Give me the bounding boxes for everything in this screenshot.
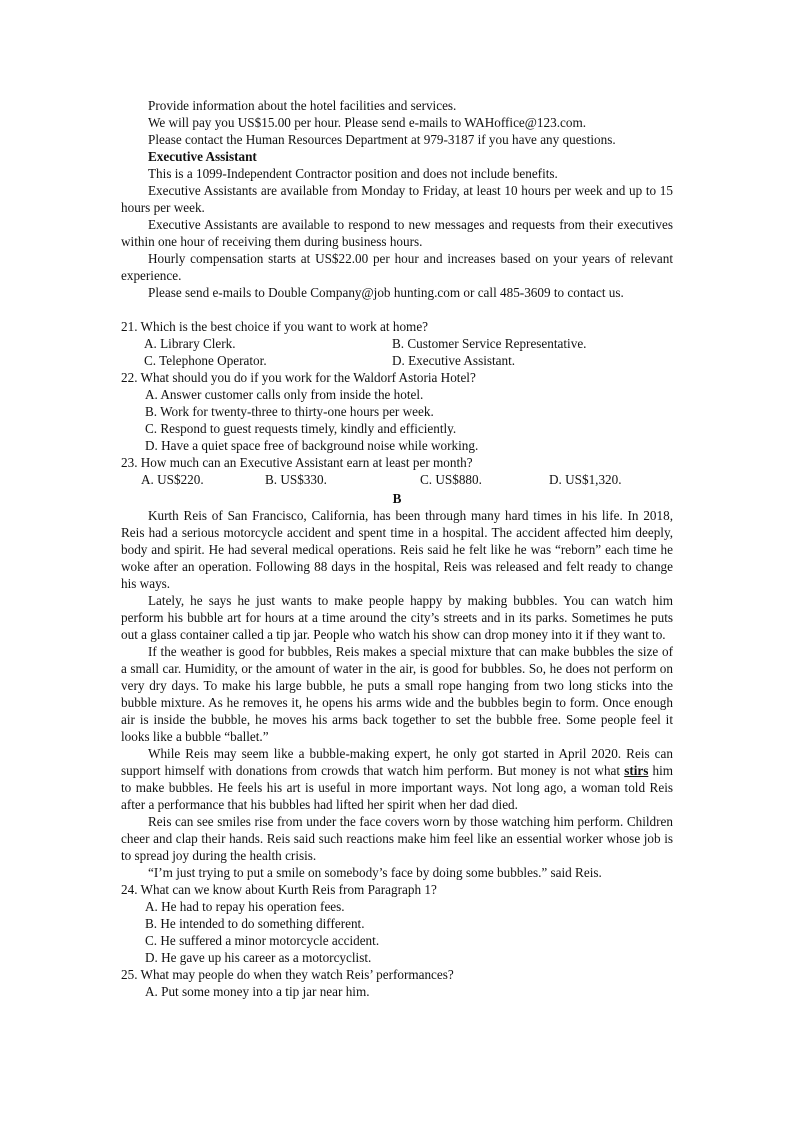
job-paragraph: This is a 1099-Independent Contractor position and does not include benefits. [148,166,558,181]
option: B. Work for twenty-three to thirty-one hours per week. [145,404,434,419]
option: C. Respond to guest requests timely, kindly and efficiently. [145,421,457,436]
passage-b-paragraph: Reis can see smiles rise from under the face covers worn by those watching him perform. Children cheer and clap their hands. Reis said such reactions make him feel like an essential worker whose job is to spread joy during the health crisis. [121,814,673,863]
passage-a-line: Provide information about the hotel facilities and services. [148,98,457,113]
option: A. He had to repay his operation fees. [145,899,345,914]
question-stem: 23. How much can an Executive Assistant earn at least per month? [121,455,473,470]
passage-b-paragraph: If the weather is good for bubbles, Reis makes a special mixture that can make bubbles the size of a small car. Humidity, or the amount of water in the air, is good for bubbles. So, he does not perform on very dry days. To make his large bubble, he puts a small rope hanging from two long sticks into the bubble mixture. As he removes it, he opens his arms wide and the bubbles begin to form. Once enough air is inside the bubble, he moves his arms back together to set the bubble free. Some people feel it looks like a bubble “ballet.” [121,644,673,744]
paragraph-text: him to make bubbles. He feels his art is useful in more important ways. Not long ago, a woman told Reis after a performance that his bubbles had lifted her spirit when her dad died. [121,763,674,812]
question-stem: 21. Which is the best choice if you want to work at home? [121,319,429,334]
option: D. Executive Assistant. [392,353,516,368]
option: B. He intended to do something different. [145,916,365,931]
option: D. Have a quiet space free of background noise while working. [145,438,479,453]
option: C. US$880. [420,472,482,487]
passage-b-label: B [392,491,402,506]
option: C. Telephone Operator. [144,353,267,368]
option: D. He gave up his career as a motorcyclist. [145,950,372,965]
paragraph-text: While Reis may seem like a bubble-making expert, he only got started in April 2020. Reis can support himself with donations from crowds that watch him perform. But money is not what [121,746,673,778]
keyword-stirs: stirs [624,763,649,778]
question-stem: 25. What may people do when they watch Reis’ performances? [121,967,454,982]
passage-b-paragraph [121,745,673,813]
option-row [144,352,673,369]
passage-b-paragraph: Lately, he says he just wants to make people happy by making bubbles. You can watch him perform his bubble art for hours at a time around the city’s streets and in its parks. Sometimes he puts out a glass container called a tip jar. People who watch his show can drop money into it if they want to. [121,593,673,642]
passage-b-paragraph: Kurth Reis of San Francisco, California, has been through many hard times in his life. In 2018, Reis had a serious motorcycle accident and spent time in a hospital. The accident affected him deeply, body and spirit. He had several medical operations. Reis said he felt like he was “reborn” each time he woke after an operation. Following 88 days in the hospital, Reis was released and felt ready to change his ways. [121,508,673,591]
job-heading: Executive Assistant [148,149,257,164]
question-stem: 22. What should you do if you work for the Waldorf Astoria Hotel? [121,370,476,385]
question-stem: 24. What can we know about Kurth Reis from Paragraph 1? [121,882,437,897]
option: A. Put some money into a tip jar near him. [145,984,370,999]
option: D. US$1,320. [549,472,622,487]
option: C. He suffered a minor motorcycle accident. [145,933,380,948]
option-row [141,471,673,488]
option-row [144,335,673,352]
job-paragraph: Please send e-mails to Double Company@job hunting.com or call 485-3609 to contact us. [148,285,624,300]
option: A. Library Clerk. [144,336,236,351]
passage-a-line: Please contact the Human Resources Department at 979-3187 if you have any questions. [148,132,616,147]
passage-b-quote: “I’m just trying to put a smile on somebody’s face by doing some bubbles.” said Reis. [148,865,602,880]
option: B. US$330. [265,472,327,487]
page-content [121,97,673,1000]
option: B. Customer Service Representative. [392,336,587,351]
passage-a-line: We will pay you US$15.00 per hour. Please send e-mails to WAHoffice@123.com. [148,115,587,130]
option: A. Answer customer calls only from inside the hotel. [145,387,424,402]
job-paragraph: Executive Assistants are available to respond to new messages and requests from their executives within one hour of receiving them during business hours. [121,217,673,249]
job-paragraph: Executive Assistants are available from Monday to Friday, at least 10 hours per week and up to 15 hours per week. [121,183,673,215]
option: A. US$220. [141,472,204,487]
job-paragraph: Hourly compensation starts at US$22.00 per hour and increases based on your years of relevant experience. [121,251,673,283]
